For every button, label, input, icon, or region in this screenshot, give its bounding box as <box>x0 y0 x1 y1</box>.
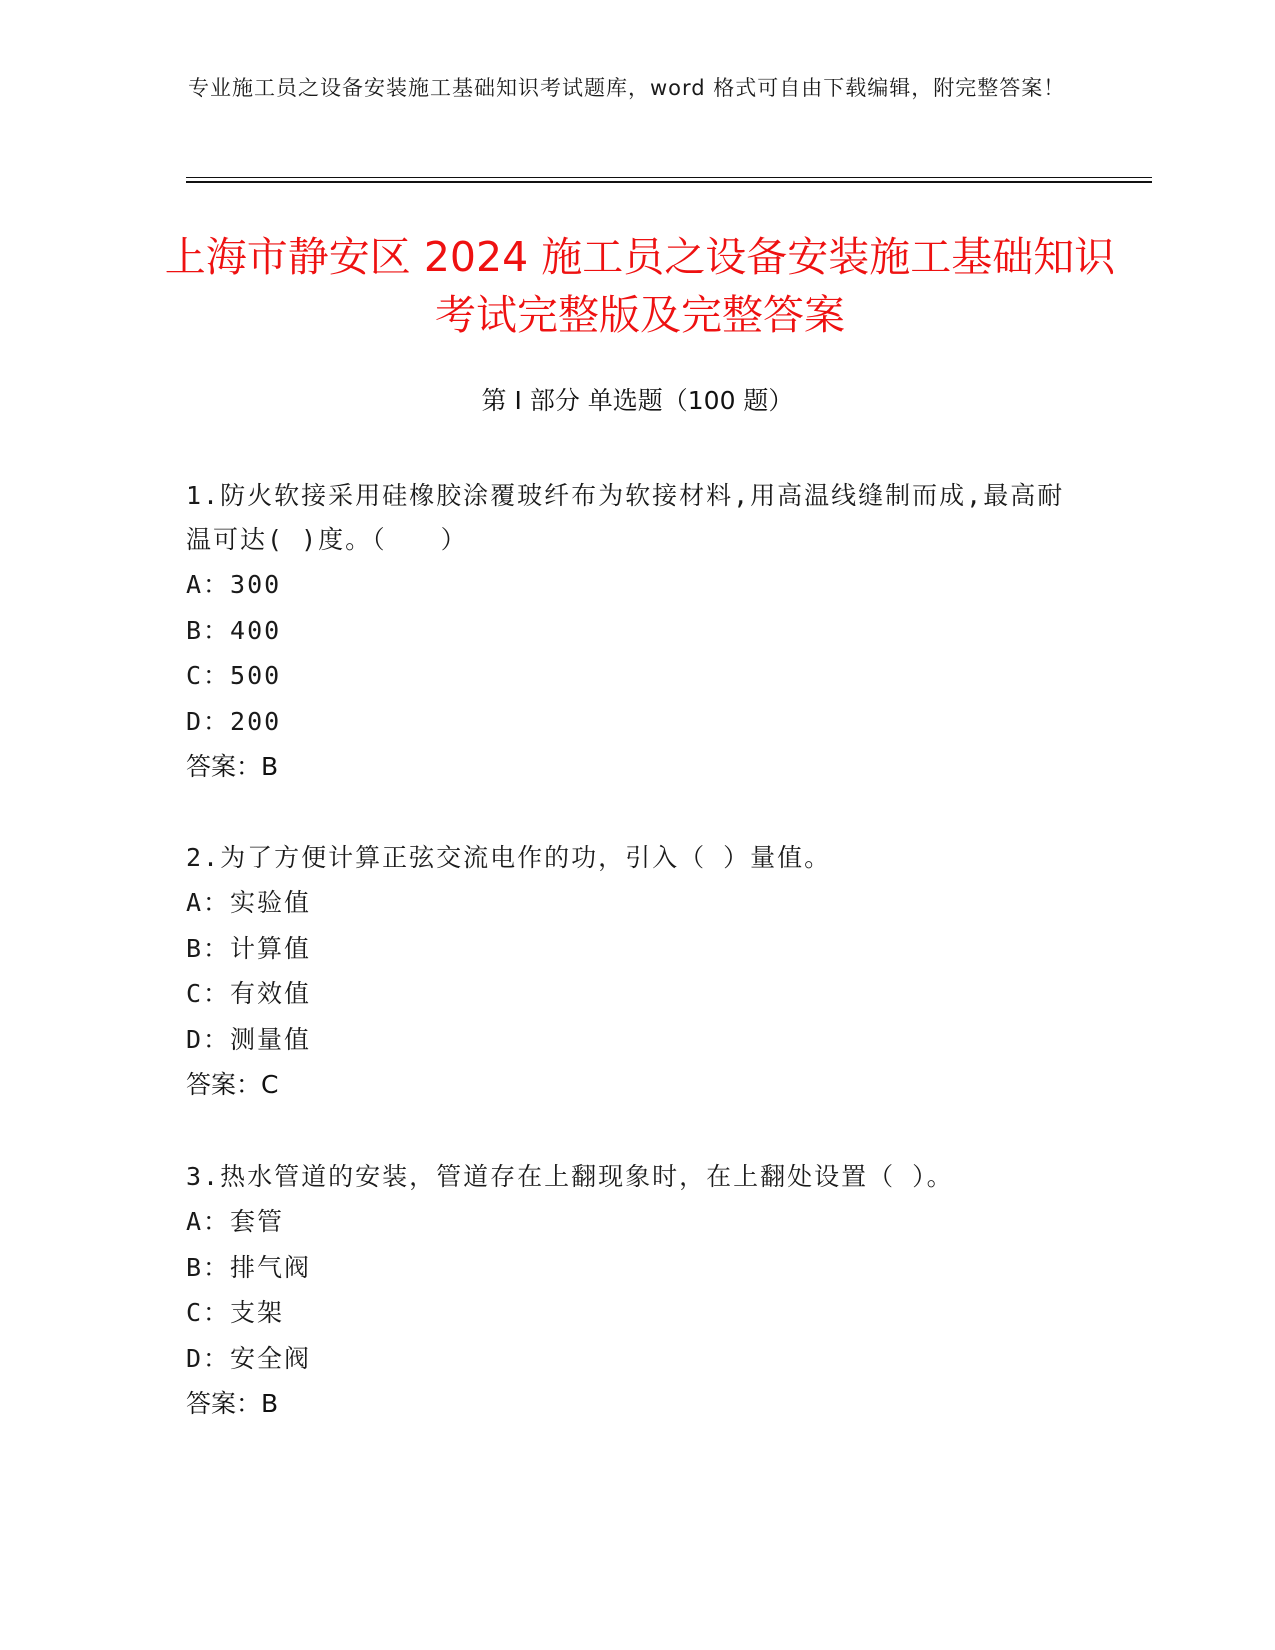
section-title: 第 I 部分 单选题（100 题） <box>481 386 794 415</box>
question-1 <box>186 474 1066 790</box>
option-a: A：套管 <box>186 1207 285 1236</box>
answer: 答案：B <box>186 1389 279 1418</box>
option-b: B：排气阀 <box>186 1252 312 1282</box>
option-d: D：测量值 <box>186 1024 312 1054</box>
option-a: A：300 <box>186 570 282 599</box>
option-c: C：500 <box>186 661 282 690</box>
option-c: C：支架 <box>186 1298 285 1327</box>
question-2 <box>186 836 1066 1108</box>
answer: 答案：C <box>186 1070 279 1099</box>
option-d: D：安全阀 <box>186 1343 312 1373</box>
question-stem: 3.热水管道的安装，管道存在上翻现象时，在上翻处设置（ ）。 <box>186 1162 954 1191</box>
question-3 <box>186 1155 1066 1427</box>
header-divider-thin <box>186 177 1152 178</box>
question-stem: 2.为了方便计算正弦交流电作的功，引入（ ）量值。 <box>186 843 832 872</box>
option-a: A：实验值 <box>186 888 312 917</box>
header-divider-thick <box>186 181 1152 183</box>
option-b: B：400 <box>186 615 282 645</box>
document-title: 上海市静安区 2024 施工员之设备安装施工基础知识考试完整版及完整答案 <box>164 233 1116 339</box>
option-c: C：有效值 <box>186 979 312 1008</box>
option-d: D：200 <box>186 706 282 736</box>
question-stem: 1.防火软接采用硅橡胶涂覆玻纤布为软接材料,用高温线缝制而成,最高耐温可达( )度。（ ） <box>186 481 1065 554</box>
answer: 答案：B <box>186 752 279 781</box>
header-note: 专业施工员之设备安装施工基础知识考试题库，word 格式可自由下载编辑，附完整答案！ <box>188 76 1066 100</box>
option-b: B：计算值 <box>186 933 312 963</box>
